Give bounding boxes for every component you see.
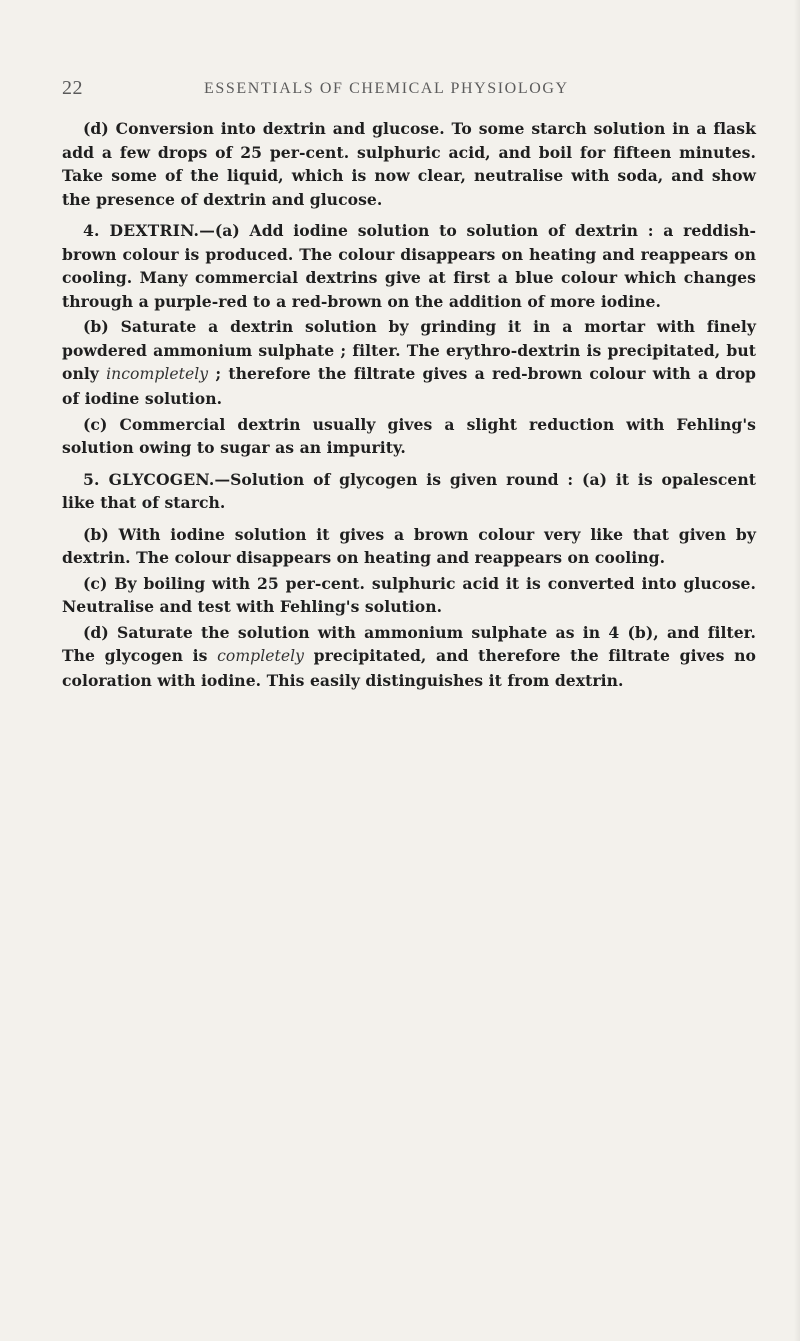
paragraph-dextrin-a [62,219,756,313]
paragraph-glycogen-b [62,523,756,570]
section-heading-dextrin: 4. DEXTRIN. [83,221,200,241]
running-title: ESSENTIALS OF CHEMICAL PHYSIOLOGY [204,80,569,97]
emphasis-text: incompletely [106,365,209,384]
page-number: 22 [62,77,83,99]
paragraph-glycogen-a [62,468,756,515]
emphasis-text: completely [217,647,305,666]
paragraph-glycogen-d [62,621,756,693]
paragraph-dextrin-c [62,413,756,460]
paragraph-dextrin-b [62,315,756,410]
paragraph-glycogen-c [62,572,756,619]
paragraph-text: (c) By boiling with 25 per-cent. sulphuric acid it is converted into glucose. Neutralise and test with Fehling's solution. [62,573,756,617]
paragraph-text: —Solution of glycogen is given round : (a) it is opalescent like that of starch. [62,469,756,513]
paragraph-text: (b) Saturate a dextrin solution by grinding it in a mortar with finely powdered ammonium sulphate ; filter. The erythro-dextrin is precipitated, but only [62,317,756,384]
paragraph-text: —(a) Add iodine solution to solution of dextrin : a reddish-brown colour is produced. The colour disappears on heating and reappears on cooling. Many commercial dextrins give at first a blue colour which changes through a purple-red to a red-brown on the addition of more iodine. [62,221,756,311]
section-heading-glycogen: 5. GLYCOGEN. [83,469,215,489]
paragraph-text: (c) Commercial dextrin usually gives a slight reduction with Fehling's solution owing to sugar as an impurity. [62,414,756,458]
paragraph-text: (d) Saturate the solution with ammonium sulphate as in 4 (b), and filter. The glycogen is [62,622,756,666]
paragraph-text: (d) Conversion into dextrin and glucose. To some starch solution in a flask add a few drops of 25 per-cent. sulphuric acid, and boil for fifteen minutes. Take some of the liquid, which is now clear, neutralise with soda, and show the presence of dextrin and glucose. [62,119,756,209]
paragraph-starch-conversion [62,117,756,211]
running-header [62,77,742,101]
page-edge-shadow [794,0,800,1341]
paragraph-text: ; therefore the filtrate gives a red-brown colour with a drop of iodine solution. [62,364,756,409]
paragraph-text: (b) With iodine solution it gives a brown colour very like that given by dextrin. The colour disappears on heating and reappears on cooling. [62,524,756,568]
body-text [62,117,756,695]
paragraph-text: precipitated, and therefore the filtrate gives no coloration with iodine. This easily distinguishes it from dextrin. [62,646,756,691]
